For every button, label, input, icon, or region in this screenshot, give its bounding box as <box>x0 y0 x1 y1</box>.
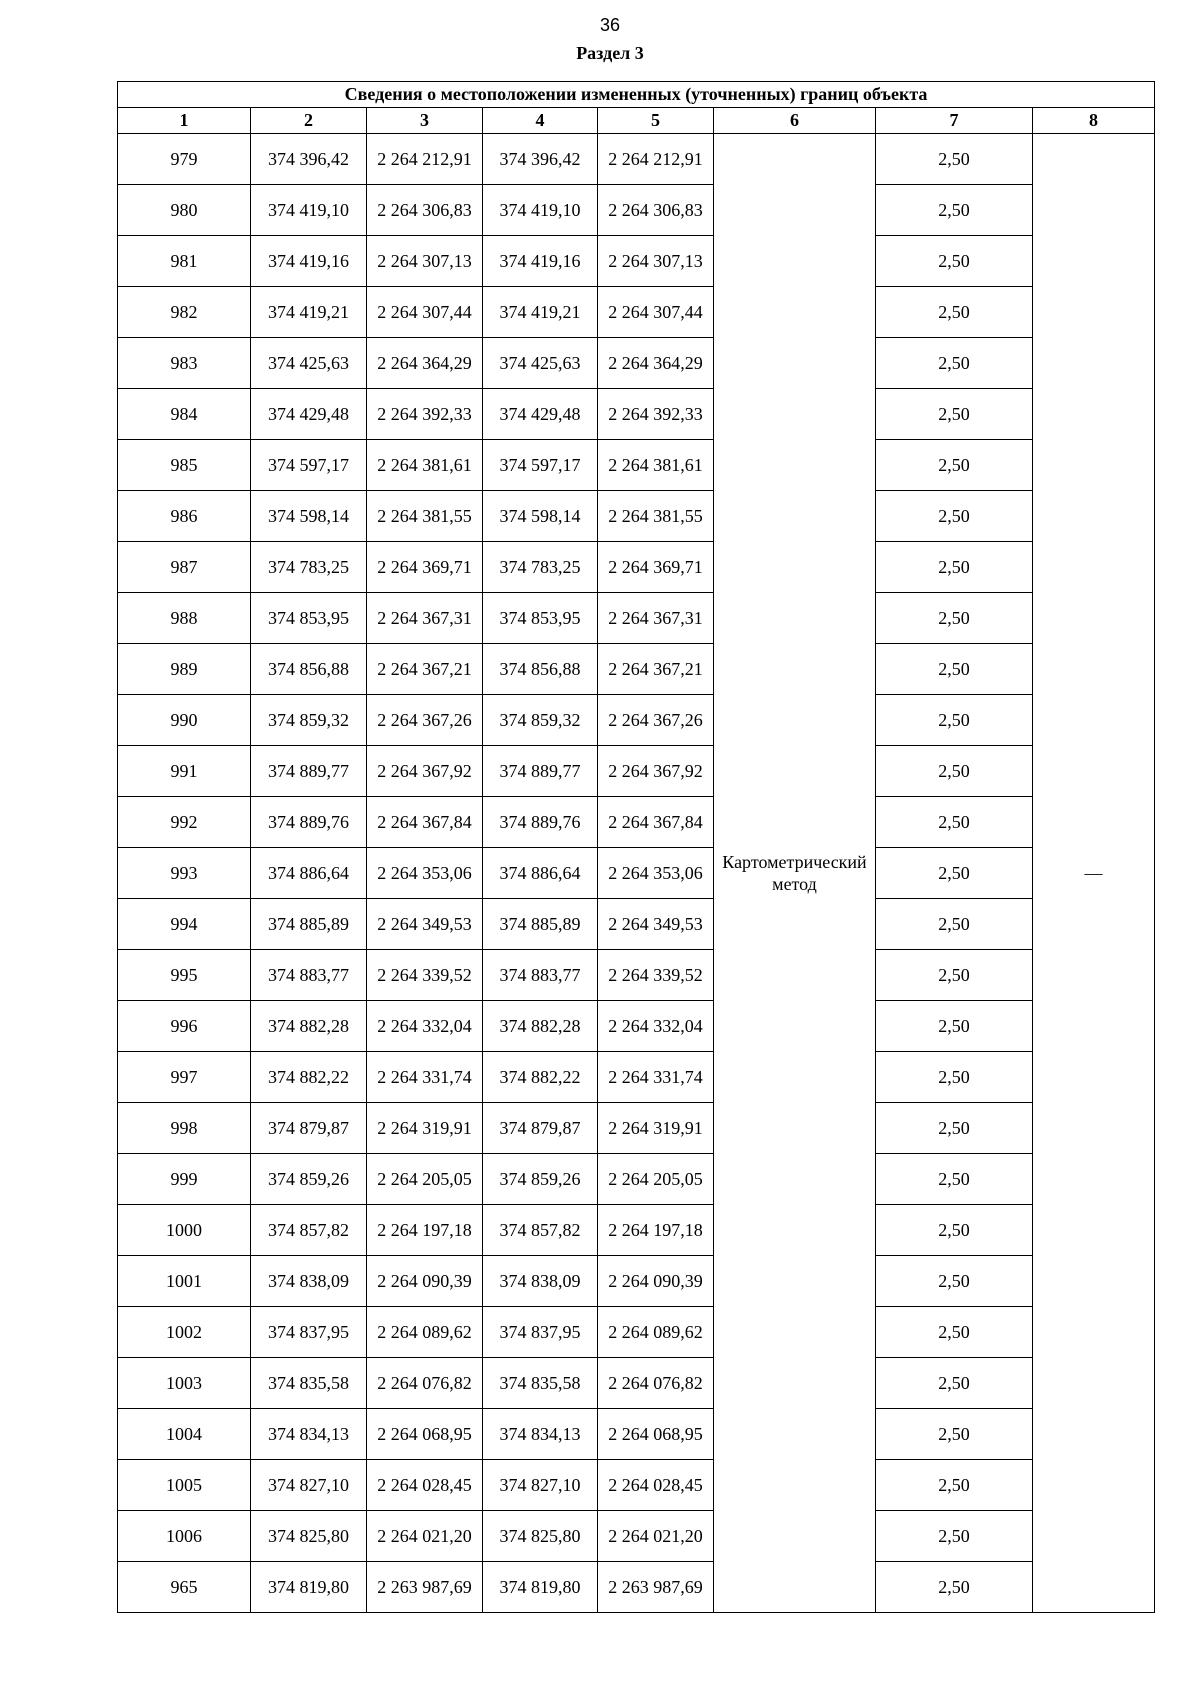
accuracy-cell: 2,50 <box>876 1511 1033 1562</box>
x-coordinate-refined-cell: 374 837,95 <box>483 1307 598 1358</box>
y-coordinate-cell: 2 264 197,18 <box>367 1205 483 1256</box>
accuracy-cell: 2,50 <box>876 1052 1033 1103</box>
accuracy-cell: 2,50 <box>876 848 1033 899</box>
y-coordinate-cell: 2 264 306,83 <box>367 185 483 236</box>
y-coordinate-refined-cell: 2 264 197,18 <box>598 1205 714 1256</box>
accuracy-cell: 2,50 <box>876 746 1033 797</box>
y-coordinate-refined-cell: 2 264 381,61 <box>598 440 714 491</box>
y-coordinate-cell: 2 264 381,61 <box>367 440 483 491</box>
boundary-coordinates-table <box>117 81 1155 1613</box>
table-row <box>118 491 1155 542</box>
y-coordinate-refined-cell: 2 263 987,69 <box>598 1562 714 1613</box>
x-coordinate-cell: 374 838,09 <box>251 1256 367 1307</box>
point-number-cell: 987 <box>118 542 251 593</box>
accuracy-cell: 2,50 <box>876 1154 1033 1205</box>
y-coordinate-cell: 2 264 319,91 <box>367 1103 483 1154</box>
x-coordinate-refined-cell: 374 783,25 <box>483 542 598 593</box>
accuracy-cell: 2,50 <box>876 593 1033 644</box>
x-coordinate-cell: 374 882,22 <box>251 1052 367 1103</box>
y-coordinate-refined-cell: 2 264 307,13 <box>598 236 714 287</box>
y-coordinate-refined-cell: 2 264 306,83 <box>598 185 714 236</box>
y-coordinate-cell: 2 264 068,95 <box>367 1409 483 1460</box>
y-coordinate-refined-cell: 2 264 332,04 <box>598 1001 714 1052</box>
x-coordinate-refined-cell: 374 835,58 <box>483 1358 598 1409</box>
point-number-cell: 998 <box>118 1103 251 1154</box>
x-coordinate-cell: 374 834,13 <box>251 1409 367 1460</box>
y-coordinate-cell: 2 264 212,91 <box>367 134 483 185</box>
y-coordinate-cell: 2 264 332,04 <box>367 1001 483 1052</box>
table-row <box>118 797 1155 848</box>
column-number-2: 2 <box>251 108 367 134</box>
table-row <box>118 899 1155 950</box>
y-coordinate-refined-cell: 2 264 339,52 <box>598 950 714 1001</box>
table-row <box>118 287 1155 338</box>
accuracy-cell: 2,50 <box>876 1205 1033 1256</box>
point-number-cell: 992 <box>118 797 251 848</box>
accuracy-cell: 2,50 <box>876 440 1033 491</box>
y-coordinate-refined-cell: 2 264 089,62 <box>598 1307 714 1358</box>
table-row <box>118 1256 1155 1307</box>
point-number-cell: 983 <box>118 338 251 389</box>
table-row <box>118 593 1155 644</box>
x-coordinate-refined-cell: 374 885,89 <box>483 899 598 950</box>
accuracy-cell: 2,50 <box>876 134 1033 185</box>
point-number-cell: 989 <box>118 644 251 695</box>
x-coordinate-cell: 374 879,87 <box>251 1103 367 1154</box>
y-coordinate-cell: 2 264 307,44 <box>367 287 483 338</box>
x-coordinate-cell: 374 886,64 <box>251 848 367 899</box>
accuracy-cell: 2,50 <box>876 797 1033 848</box>
y-coordinate-refined-cell: 2 264 307,44 <box>598 287 714 338</box>
y-coordinate-refined-cell: 2 264 076,82 <box>598 1358 714 1409</box>
table-row <box>118 1205 1155 1256</box>
page-number: 36 <box>599 15 621 35</box>
point-number-cell: 1001 <box>118 1256 251 1307</box>
x-coordinate-refined-cell: 374 598,14 <box>483 491 598 542</box>
point-number-cell: 981 <box>118 236 251 287</box>
point-number-cell: 1002 <box>118 1307 251 1358</box>
x-coordinate-refined-cell: 374 886,64 <box>483 848 598 899</box>
y-coordinate-refined-cell: 2 264 090,39 <box>598 1256 714 1307</box>
y-coordinate-refined-cell: 2 264 392,33 <box>598 389 714 440</box>
x-coordinate-refined-cell: 374 859,32 <box>483 695 598 746</box>
column8-dash-cell: — <box>1033 134 1155 1613</box>
x-coordinate-refined-cell: 374 853,95 <box>483 593 598 644</box>
table-row <box>118 1511 1155 1562</box>
y-coordinate-refined-cell: 2 264 028,45 <box>598 1460 714 1511</box>
x-coordinate-refined-cell: 374 825,80 <box>483 1511 598 1562</box>
table-caption: Сведения о местоположении измененных (уточненных) границ объекта <box>118 82 1155 108</box>
point-number-cell: 996 <box>118 1001 251 1052</box>
x-coordinate-cell: 374 419,10 <box>251 185 367 236</box>
table-row <box>118 1103 1155 1154</box>
accuracy-cell: 2,50 <box>876 236 1033 287</box>
table-row <box>118 134 1155 185</box>
section-title: Раздел 3 <box>576 43 644 63</box>
point-number-cell: 965 <box>118 1562 251 1613</box>
y-coordinate-cell: 2 264 367,26 <box>367 695 483 746</box>
point-number-cell: 994 <box>118 899 251 950</box>
y-coordinate-cell: 2 264 367,84 <box>367 797 483 848</box>
accuracy-cell: 2,50 <box>876 644 1033 695</box>
point-number-cell: 995 <box>118 950 251 1001</box>
column-number-7: 7 <box>876 108 1033 134</box>
point-number-cell: 982 <box>118 287 251 338</box>
accuracy-cell: 2,50 <box>876 338 1033 389</box>
point-number-cell: 997 <box>118 1052 251 1103</box>
y-coordinate-cell: 2 264 090,39 <box>367 1256 483 1307</box>
y-coordinate-refined-cell: 2 264 381,55 <box>598 491 714 542</box>
x-coordinate-cell: 374 429,48 <box>251 389 367 440</box>
table-row <box>118 950 1155 1001</box>
table-row <box>118 185 1155 236</box>
table-row <box>118 644 1155 695</box>
x-coordinate-cell: 374 598,14 <box>251 491 367 542</box>
x-coordinate-refined-cell: 374 425,63 <box>483 338 598 389</box>
y-coordinate-cell: 2 264 367,21 <box>367 644 483 695</box>
y-coordinate-cell: 2 264 364,29 <box>367 338 483 389</box>
table-row <box>118 695 1155 746</box>
point-number-cell: 991 <box>118 746 251 797</box>
y-coordinate-refined-cell: 2 264 367,92 <box>598 746 714 797</box>
method-cell: Картометрический метод <box>714 134 876 1613</box>
x-coordinate-refined-cell: 374 597,17 <box>483 440 598 491</box>
x-coordinate-refined-cell: 374 396,42 <box>483 134 598 185</box>
x-coordinate-refined-cell: 374 419,16 <box>483 236 598 287</box>
accuracy-cell: 2,50 <box>876 1001 1033 1052</box>
y-coordinate-refined-cell: 2 264 021,20 <box>598 1511 714 1562</box>
x-coordinate-cell: 374 835,58 <box>251 1358 367 1409</box>
point-number-cell: 993 <box>118 848 251 899</box>
accuracy-cell: 2,50 <box>876 899 1033 950</box>
x-coordinate-refined-cell: 374 419,10 <box>483 185 598 236</box>
table-row <box>118 389 1155 440</box>
y-coordinate-refined-cell: 2 264 367,26 <box>598 695 714 746</box>
point-number-cell: 1006 <box>118 1511 251 1562</box>
x-coordinate-cell: 374 825,80 <box>251 1511 367 1562</box>
y-coordinate-cell: 2 264 089,62 <box>367 1307 483 1358</box>
x-coordinate-cell: 374 425,63 <box>251 338 367 389</box>
accuracy-cell: 2,50 <box>876 695 1033 746</box>
table-row <box>118 1052 1155 1103</box>
table-row <box>118 1358 1155 1409</box>
x-coordinate-refined-cell: 374 879,87 <box>483 1103 598 1154</box>
x-coordinate-refined-cell: 374 819,80 <box>483 1562 598 1613</box>
x-coordinate-cell: 374 819,80 <box>251 1562 367 1613</box>
y-coordinate-cell: 2 263 987,69 <box>367 1562 483 1613</box>
y-coordinate-refined-cell: 2 264 319,91 <box>598 1103 714 1154</box>
x-coordinate-cell: 374 827,10 <box>251 1460 367 1511</box>
x-coordinate-cell: 374 856,88 <box>251 644 367 695</box>
table-row <box>118 848 1155 899</box>
accuracy-cell: 2,50 <box>876 1562 1033 1613</box>
x-coordinate-refined-cell: 374 857,82 <box>483 1205 598 1256</box>
column-number-5: 5 <box>598 108 714 134</box>
y-coordinate-refined-cell: 2 264 353,06 <box>598 848 714 899</box>
y-coordinate-cell: 2 264 076,82 <box>367 1358 483 1409</box>
x-coordinate-refined-cell: 374 419,21 <box>483 287 598 338</box>
column-number-3: 3 <box>367 108 483 134</box>
column-number-6: 6 <box>714 108 876 134</box>
point-number-cell: 990 <box>118 695 251 746</box>
x-coordinate-refined-cell: 374 838,09 <box>483 1256 598 1307</box>
y-coordinate-refined-cell: 2 264 349,53 <box>598 899 714 950</box>
accuracy-cell: 2,50 <box>876 1460 1033 1511</box>
y-coordinate-refined-cell: 2 264 205,05 <box>598 1154 714 1205</box>
table-row <box>118 1001 1155 1052</box>
x-coordinate-refined-cell: 374 429,48 <box>483 389 598 440</box>
accuracy-cell: 2,50 <box>876 185 1033 236</box>
y-coordinate-refined-cell: 2 264 369,71 <box>598 542 714 593</box>
column-number-4: 4 <box>483 108 598 134</box>
x-coordinate-refined-cell: 374 882,22 <box>483 1052 598 1103</box>
table-row <box>118 1460 1155 1511</box>
y-coordinate-cell: 2 264 028,45 <box>367 1460 483 1511</box>
x-coordinate-cell: 374 396,42 <box>251 134 367 185</box>
point-number-cell: 1005 <box>118 1460 251 1511</box>
x-coordinate-refined-cell: 374 883,77 <box>483 950 598 1001</box>
x-coordinate-cell: 374 597,17 <box>251 440 367 491</box>
x-coordinate-cell: 374 419,21 <box>251 287 367 338</box>
accuracy-cell: 2,50 <box>876 389 1033 440</box>
x-coordinate-cell: 374 883,77 <box>251 950 367 1001</box>
x-coordinate-refined-cell: 374 889,76 <box>483 797 598 848</box>
y-coordinate-cell: 2 264 021,20 <box>367 1511 483 1562</box>
x-coordinate-cell: 374 853,95 <box>251 593 367 644</box>
table-row <box>118 1307 1155 1358</box>
table-row <box>118 236 1155 287</box>
x-coordinate-cell: 374 859,32 <box>251 695 367 746</box>
y-coordinate-cell: 2 264 349,53 <box>367 899 483 950</box>
accuracy-cell: 2,50 <box>876 1103 1033 1154</box>
y-coordinate-cell: 2 264 367,31 <box>367 593 483 644</box>
point-number-cell: 988 <box>118 593 251 644</box>
x-coordinate-refined-cell: 374 856,88 <box>483 644 598 695</box>
y-coordinate-refined-cell: 2 264 367,84 <box>598 797 714 848</box>
y-coordinate-cell: 2 264 369,71 <box>367 542 483 593</box>
point-number-cell: 999 <box>118 1154 251 1205</box>
x-coordinate-refined-cell: 374 889,77 <box>483 746 598 797</box>
accuracy-cell: 2,50 <box>876 1307 1033 1358</box>
point-number-cell: 1003 <box>118 1358 251 1409</box>
accuracy-cell: 2,50 <box>876 491 1033 542</box>
table-row <box>118 1562 1155 1613</box>
table-row <box>118 542 1155 593</box>
table-row <box>118 440 1155 491</box>
point-number-cell: 1000 <box>118 1205 251 1256</box>
table-row <box>118 1409 1155 1460</box>
y-coordinate-cell: 2 264 307,13 <box>367 236 483 287</box>
accuracy-cell: 2,50 <box>876 1256 1033 1307</box>
accuracy-cell: 2,50 <box>876 950 1033 1001</box>
x-coordinate-cell: 374 859,26 <box>251 1154 367 1205</box>
point-number-cell: 985 <box>118 440 251 491</box>
accuracy-cell: 2,50 <box>876 542 1033 593</box>
accuracy-cell: 2,50 <box>876 287 1033 338</box>
x-coordinate-cell: 374 885,89 <box>251 899 367 950</box>
point-number-cell: 979 <box>118 134 251 185</box>
y-coordinate-cell: 2 264 367,92 <box>367 746 483 797</box>
column-number-1: 1 <box>118 108 251 134</box>
x-coordinate-cell: 374 783,25 <box>251 542 367 593</box>
x-coordinate-cell: 374 857,82 <box>251 1205 367 1256</box>
y-coordinate-refined-cell: 2 264 367,21 <box>598 644 714 695</box>
y-coordinate-cell: 2 264 353,06 <box>367 848 483 899</box>
point-number-cell: 1004 <box>118 1409 251 1460</box>
y-coordinate-cell: 2 264 381,55 <box>367 491 483 542</box>
y-coordinate-cell: 2 264 205,05 <box>367 1154 483 1205</box>
table-row <box>118 338 1155 389</box>
accuracy-cell: 2,50 <box>876 1358 1033 1409</box>
x-coordinate-refined-cell: 374 834,13 <box>483 1409 598 1460</box>
accuracy-cell: 2,50 <box>876 1409 1033 1460</box>
x-coordinate-refined-cell: 374 882,28 <box>483 1001 598 1052</box>
y-coordinate-cell: 2 264 392,33 <box>367 389 483 440</box>
point-number-cell: 980 <box>118 185 251 236</box>
y-coordinate-refined-cell: 2 264 331,74 <box>598 1052 714 1103</box>
x-coordinate-cell: 374 419,16 <box>251 236 367 287</box>
x-coordinate-cell: 374 837,95 <box>251 1307 367 1358</box>
y-coordinate-refined-cell: 2 264 364,29 <box>598 338 714 389</box>
x-coordinate-cell: 374 889,77 <box>251 746 367 797</box>
x-coordinate-refined-cell: 374 827,10 <box>483 1460 598 1511</box>
y-coordinate-refined-cell: 2 264 367,31 <box>598 593 714 644</box>
point-number-cell: 984 <box>118 389 251 440</box>
point-number-cell: 986 <box>118 491 251 542</box>
y-coordinate-cell: 2 264 331,74 <box>367 1052 483 1103</box>
x-coordinate-refined-cell: 374 859,26 <box>483 1154 598 1205</box>
y-coordinate-cell: 2 264 339,52 <box>367 950 483 1001</box>
table-row <box>118 746 1155 797</box>
y-coordinate-refined-cell: 2 264 068,95 <box>598 1409 714 1460</box>
column-number-8: 8 <box>1033 108 1155 134</box>
table-row <box>118 1154 1155 1205</box>
table-body <box>118 134 1155 1613</box>
x-coordinate-cell: 374 882,28 <box>251 1001 367 1052</box>
x-coordinate-cell: 374 889,76 <box>251 797 367 848</box>
y-coordinate-refined-cell: 2 264 212,91 <box>598 134 714 185</box>
